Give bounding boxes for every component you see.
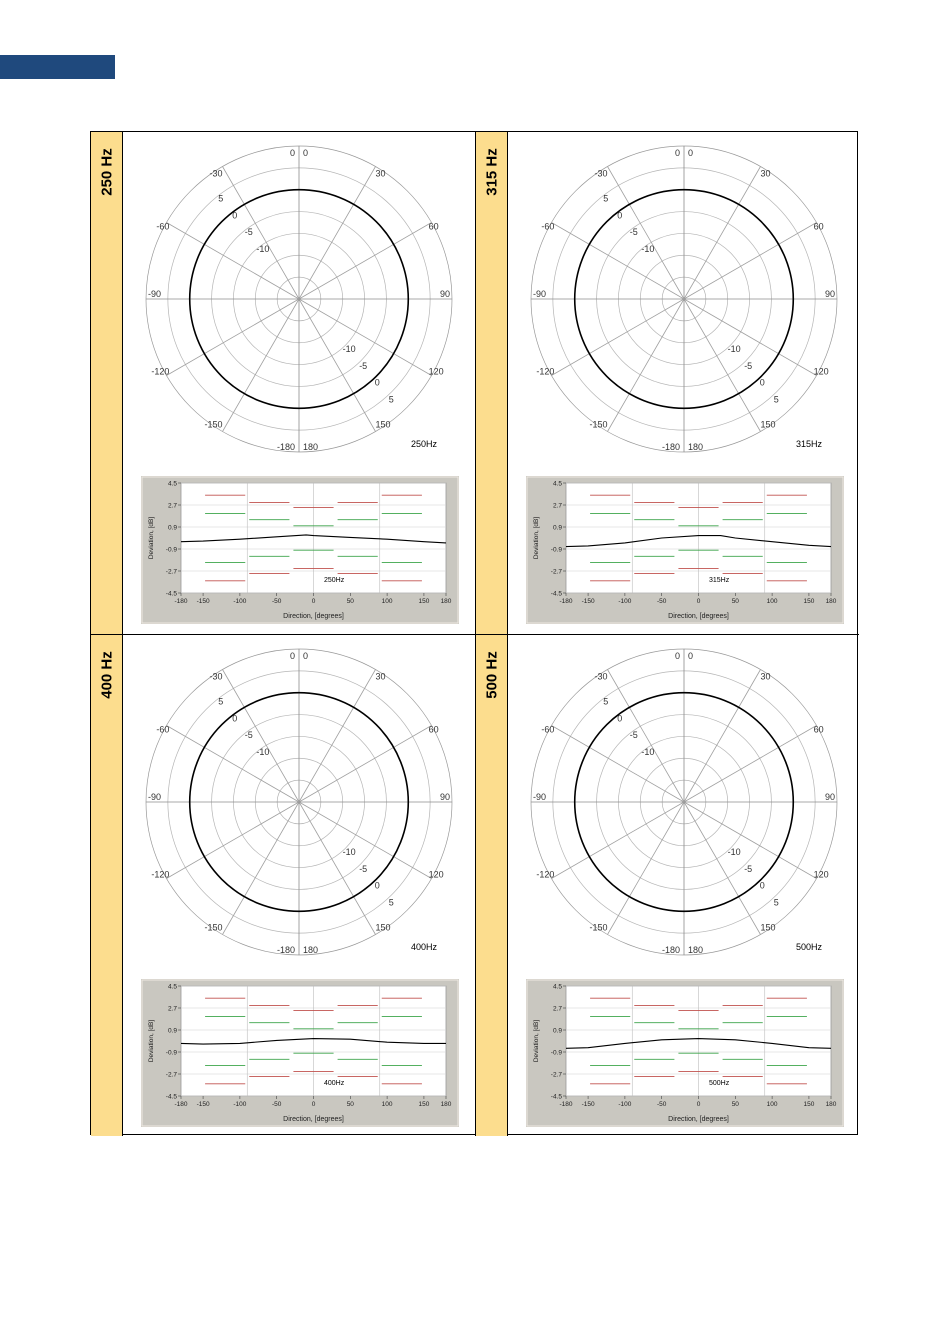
- deviation-freq-label: 250Hz: [323, 577, 345, 584]
- deviation-xlabel: Direction, [degrees]: [283, 613, 344, 620]
- polar-spoke: [166, 299, 299, 376]
- angle-label: -180: [661, 442, 680, 452]
- ring-label: 5: [773, 897, 779, 908]
- angle-label: -60: [156, 724, 170, 735]
- deviation-xtick-label: 100: [766, 598, 778, 605]
- angle-label: 30: [375, 671, 386, 682]
- polar-spoke: [166, 726, 299, 803]
- angle-label: -120: [151, 869, 170, 880]
- deviation-ytick-label: -4.5: [165, 1093, 177, 1101]
- deviation-ylabel: Deviation, [dB]: [533, 1019, 540, 1063]
- deviation-ylabel: Deviation, [dB]: [533, 516, 540, 560]
- angle-label: 0: [674, 148, 680, 158]
- ring-label: -10: [342, 344, 356, 355]
- ring-label: 5: [603, 696, 609, 707]
- deviation-ytick-label: -0.9: [165, 546, 177, 554]
- deviation-xtick-label: 0: [696, 598, 701, 605]
- angle-label: 0: [674, 651, 680, 661]
- deviation-ytick-label: -2.7: [165, 1071, 177, 1079]
- angle-label: 30: [375, 168, 386, 179]
- polar-spoke: [684, 726, 817, 803]
- deviation-ytick-label: -0.9: [550, 546, 562, 554]
- deviation-freq-label: 315Hz: [708, 577, 730, 584]
- polar-spoke: [223, 669, 300, 802]
- deviation-chart-315: [526, 476, 844, 624]
- deviation-xlabel: Direction, [degrees]: [668, 1116, 729, 1123]
- deviation-ytick-label: 4.5: [167, 983, 177, 991]
- angle-label: -150: [204, 922, 223, 933]
- angle-label: -90: [148, 792, 162, 802]
- ring-label: -10: [727, 847, 741, 858]
- angle-label: 150: [760, 419, 776, 430]
- ring-label: -5: [359, 863, 368, 874]
- deviation-xtick-label: -100: [233, 598, 247, 605]
- deviation-ytick-label: -4.5: [550, 1093, 562, 1101]
- deviation-ytick-label: -2.7: [550, 1071, 562, 1079]
- polar-spoke: [223, 299, 300, 432]
- polar-spoke: [608, 299, 685, 432]
- angle-label: -150: [589, 922, 608, 933]
- angle-label: -180: [276, 945, 295, 955]
- polar-spoke: [608, 166, 685, 299]
- angle-label: -120: [151, 366, 170, 377]
- deviation-xtick-label: -100: [618, 1101, 632, 1108]
- angle-label: 120: [813, 366, 829, 377]
- deviation-ytick-label: 0.9: [552, 524, 562, 532]
- angle-label: 0: [289, 651, 295, 661]
- angle-label: -60: [156, 221, 170, 232]
- deviation-xtick-label: -180: [559, 598, 573, 605]
- deviation-ytick-label: 4.5: [167, 480, 177, 488]
- ring-label: 5: [218, 193, 224, 204]
- polar-spoke: [299, 726, 432, 803]
- polar-spoke: [551, 802, 684, 879]
- ring-label: 0: [232, 210, 238, 221]
- deviation-xtick-label: 150: [803, 598, 815, 605]
- deviation-xtick-label: 0: [311, 598, 316, 605]
- deviation-xtick-label: -180: [174, 1101, 188, 1108]
- deviation-chart-400: [141, 979, 459, 1127]
- polar-freq-label: 250Hz: [411, 439, 438, 449]
- angle-label: -60: [541, 724, 555, 735]
- ring-label: -10: [342, 847, 356, 858]
- deviation-chart-250: [141, 476, 459, 624]
- ring-label: 5: [773, 394, 779, 405]
- polar-spoke: [223, 802, 300, 935]
- ring-label: -10: [256, 746, 270, 757]
- polar-spoke: [684, 669, 761, 802]
- angle-label: -150: [204, 419, 223, 430]
- angle-label: -60: [541, 221, 555, 232]
- polar-chart-400: [131, 641, 467, 971]
- angle-label: -30: [594, 671, 608, 682]
- angle-label: 0: [289, 148, 295, 158]
- polar-spoke: [551, 223, 684, 300]
- deviation-xtick-label: 50: [346, 598, 354, 605]
- angle-label: 120: [428, 869, 444, 880]
- ring-label: 0: [617, 210, 623, 221]
- ring-label: -10: [256, 243, 270, 254]
- angle-label: 180: [688, 945, 704, 955]
- angle-label: 150: [375, 419, 391, 430]
- polar-spoke: [684, 223, 817, 300]
- deviation-xtick-label: 50: [731, 598, 739, 605]
- angle-label: 120: [428, 366, 444, 377]
- ring-label: -5: [744, 360, 753, 371]
- polar-chart-500: [516, 641, 852, 971]
- deviation-ytick-label: 2.7: [167, 502, 177, 510]
- ring-label: -5: [744, 863, 753, 874]
- angle-label: -120: [536, 366, 555, 377]
- band-label-500: 500 Hz: [483, 651, 501, 699]
- deviation-xtick-label: -150: [196, 598, 210, 605]
- band-250: [91, 132, 123, 634]
- angle-label: 90: [439, 289, 450, 299]
- ring-label: -10: [727, 344, 741, 355]
- polar-freq-label: 500Hz: [796, 942, 823, 952]
- angle-label: 180: [688, 442, 704, 452]
- angle-label: 30: [760, 671, 771, 682]
- ring-label: -5: [244, 730, 253, 741]
- deviation-xtick-label: 180: [440, 598, 452, 605]
- ring-label: -5: [629, 730, 638, 741]
- ring-label: -10: [641, 746, 655, 757]
- angle-label: 90: [824, 289, 835, 299]
- deviation-xtick-label: 100: [766, 1101, 778, 1108]
- deviation-xtick-label: 150: [803, 1101, 815, 1108]
- polar-spoke: [608, 669, 685, 802]
- deviation-ytick-label: 2.7: [552, 502, 562, 510]
- deviation-ytick-label: -2.7: [165, 568, 177, 576]
- angle-label: 60: [428, 724, 439, 735]
- angle-label: 150: [375, 922, 391, 933]
- ring-label: 5: [603, 193, 609, 204]
- deviation-xlabel: Direction, [degrees]: [283, 1116, 344, 1123]
- deviation-chart-500: [526, 979, 844, 1127]
- deviation-xtick-label: -150: [581, 598, 595, 605]
- polar-chart-315: [516, 138, 852, 468]
- angle-label: -90: [148, 289, 162, 299]
- deviation-xtick-label: -50: [271, 598, 282, 605]
- polar-spoke: [299, 223, 432, 300]
- angle-label: 0: [688, 148, 694, 158]
- deviation-freq-label: 500Hz: [708, 1080, 730, 1087]
- angle-label: 60: [813, 221, 824, 232]
- polar-spoke: [608, 802, 685, 935]
- deviation-ytick-label: -4.5: [165, 590, 177, 598]
- angle-label: 180: [303, 945, 319, 955]
- deviation-xtick-label: -50: [271, 1101, 282, 1108]
- deviation-xtick-label: 0: [311, 1101, 316, 1108]
- angle-label: 150: [760, 922, 776, 933]
- deviation-xtick-label: -100: [233, 1101, 247, 1108]
- angle-label: -30: [209, 168, 223, 179]
- polar-chart-250: [131, 138, 467, 468]
- polar-spoke: [299, 669, 376, 802]
- angle-label: -30: [209, 671, 223, 682]
- deviation-ytick-label: 2.7: [167, 1005, 177, 1013]
- deviation-ytick-label: -0.9: [550, 1049, 562, 1057]
- polar-spoke: [299, 166, 376, 299]
- deviation-xtick-label: 100: [381, 1101, 393, 1108]
- deviation-ytick-label: -0.9: [165, 1049, 177, 1057]
- deviation-xtick-label: -180: [559, 1101, 573, 1108]
- deviation-xtick-label: -150: [196, 1101, 210, 1108]
- deviation-ytick-label: -4.5: [550, 590, 562, 598]
- deviation-xtick-label: 50: [731, 1101, 739, 1108]
- ring-label: -5: [244, 227, 253, 238]
- polar-spoke: [551, 299, 684, 376]
- angle-label: -30: [594, 168, 608, 179]
- polar-spoke: [223, 166, 300, 299]
- deviation-ytick-label: 4.5: [552, 480, 562, 488]
- ring-label: 5: [388, 897, 394, 908]
- ring-label: 0: [759, 880, 765, 891]
- panel-250: [91, 132, 475, 634]
- deviation-xtick-label: -150: [581, 1101, 595, 1108]
- angle-label: 90: [824, 792, 835, 802]
- angle-label: -120: [536, 869, 555, 880]
- deviation-ylabel: Deviation, [dB]: [148, 1019, 155, 1063]
- angle-label: -150: [589, 419, 608, 430]
- deviation-xtick-label: -50: [656, 598, 667, 605]
- deviation-ylabel: Deviation, [dB]: [148, 516, 155, 560]
- angle-label: 0: [688, 651, 694, 661]
- polar-spoke: [551, 726, 684, 803]
- deviation-xtick-label: -100: [618, 598, 632, 605]
- deviation-ytick-label: -2.7: [550, 568, 562, 576]
- header-bar: [0, 55, 115, 79]
- deviation-freq-label: 400Hz: [323, 1080, 345, 1087]
- deviation-ytick-label: 0.9: [167, 524, 177, 532]
- angle-label: 60: [428, 221, 439, 232]
- angle-label: -90: [533, 289, 547, 299]
- ring-label: 0: [759, 377, 765, 388]
- deviation-xtick-label: 180: [825, 1101, 837, 1108]
- angle-label: 0: [303, 148, 309, 158]
- ring-label: -5: [359, 360, 368, 371]
- panel-500: [475, 634, 859, 1136]
- angle-label: -90: [533, 792, 547, 802]
- polar-grid: [90, 131, 858, 1135]
- ring-label: 0: [374, 377, 380, 388]
- deviation-xtick-label: 50: [346, 1101, 354, 1108]
- angle-label: 120: [813, 869, 829, 880]
- ring-label: 5: [388, 394, 394, 405]
- deviation-xlabel: Direction, [degrees]: [668, 613, 729, 620]
- deviation-xtick-label: 150: [418, 1101, 430, 1108]
- panel-315: [475, 132, 859, 634]
- angle-label: 30: [760, 168, 771, 179]
- panel-400: [91, 634, 475, 1136]
- band-315: [476, 132, 508, 634]
- deviation-xtick-label: -50: [656, 1101, 667, 1108]
- deviation-xtick-label: 180: [440, 1101, 452, 1108]
- ring-label: 0: [617, 713, 623, 724]
- polar-spoke: [166, 223, 299, 300]
- ring-label: -10: [641, 243, 655, 254]
- deviation-ytick-label: 0.9: [552, 1027, 562, 1035]
- deviation-ytick-label: 0.9: [167, 1027, 177, 1035]
- ring-label: 5: [218, 696, 224, 707]
- band-label-400: 400 Hz: [98, 651, 116, 699]
- deviation-ytick-label: 2.7: [552, 1005, 562, 1013]
- ring-label: 0: [232, 713, 238, 724]
- angle-label: -180: [276, 442, 295, 452]
- polar-freq-label: 400Hz: [411, 942, 438, 952]
- ring-label: 0: [374, 880, 380, 891]
- angle-label: 180: [303, 442, 319, 452]
- band-400: [91, 635, 123, 1136]
- deviation-xtick-label: 100: [381, 598, 393, 605]
- angle-label: 90: [439, 792, 450, 802]
- angle-label: 60: [813, 724, 824, 735]
- deviation-xtick-label: 0: [696, 1101, 701, 1108]
- band-500: [476, 635, 508, 1136]
- polar-spoke: [684, 166, 761, 299]
- angle-label: -180: [661, 945, 680, 955]
- polar-spoke: [166, 802, 299, 879]
- deviation-xtick-label: -180: [174, 598, 188, 605]
- deviation-xtick-label: 180: [825, 598, 837, 605]
- deviation-xtick-label: 150: [418, 598, 430, 605]
- deviation-ytick-label: 4.5: [552, 983, 562, 991]
- polar-freq-label: 315Hz: [796, 439, 823, 449]
- ring-label: -5: [629, 227, 638, 238]
- band-label-315: 315 Hz: [483, 148, 501, 196]
- angle-label: 0: [303, 651, 309, 661]
- band-label-250: 250 Hz: [98, 148, 116, 196]
